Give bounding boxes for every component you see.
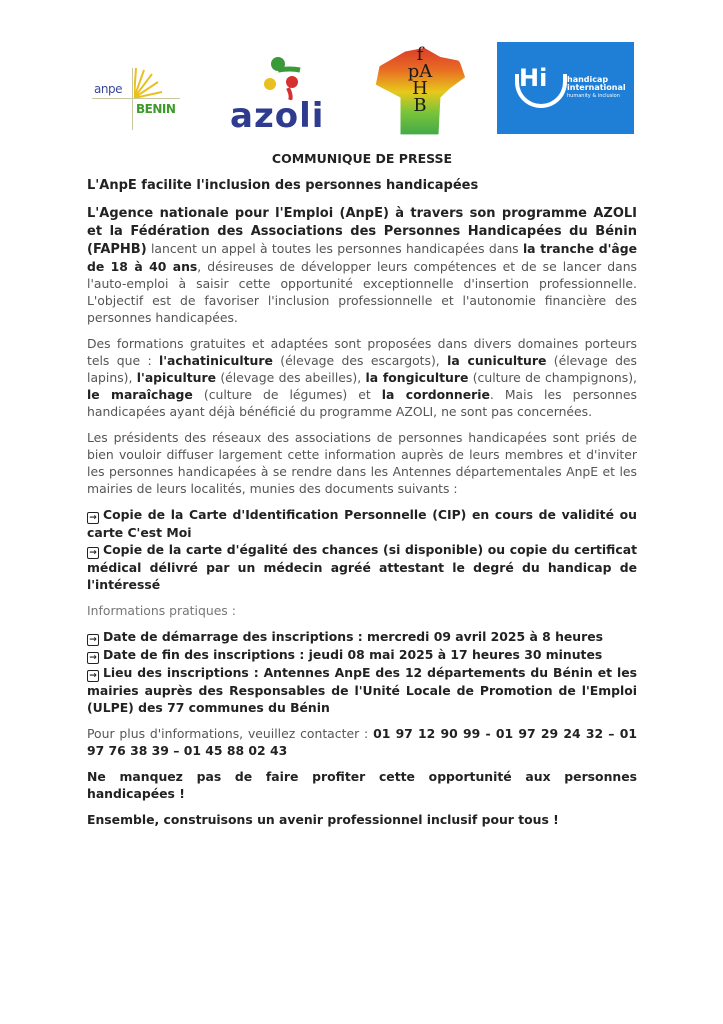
arrow-right-box-icon: → (87, 547, 99, 559)
arrow-right-box-icon: → (87, 670, 99, 682)
contact-paragraph: Pour plus d'informations, veuillez contacter : 01 97 12 90 99 - 01 97 29 24 32 – 01 97 76 38 39 – 01 45 88 02 43 (87, 726, 637, 758)
list-item: → Lieu des inscriptions : Antennes AnpE des 12 départements du Bénin et les mairies auprès des Responsables de l'Unité Locale de Promotion de l'Emploi (ULPE) des 77 communes du Bénin (87, 665, 637, 715)
subtitle: L'AnpE facilite l'inclusion des personnes handicapées (87, 178, 479, 193)
logo-bar (0, 42, 723, 142)
arrow-right-box-icon: → (87, 512, 99, 524)
required-documents-list (87, 506, 637, 593)
arrow-right-box-icon: → (87, 652, 99, 664)
trainings-paragraph: Des formations gratuites et adaptées sont proposées dans divers domaines porteurs tels que : l'achatiniculture (élevage des escargots), la cuniculture (élevage des lapins), l'apiculture (élevage des abeilles), la fongiculture (culture de champignons), le maraîchage (culture de légumes) et la cordonnerie. Mais les personnes handicapées ayant déjà bénéficié du programme AZOLI, ne sont pas concernées. (87, 336, 638, 419)
anpe-benin-logo (90, 62, 185, 132)
presidents-paragraph: Les présidents des réseaux des associations de personnes handicapées sont priés de bien vouloir diffuser largement cette information auprès de leurs membres et d'inviter les personnes handicapées à se rendre dans les Antennes départementales AnpE et les mairies de leurs localités, munies des documents suivants : (87, 430, 637, 496)
contact-numbers: 01 97 12 90 99 - 01 97 29 24 32 – 01 97 76 38 39 – 01 45 88 02 43 (87, 726, 637, 758)
faphb-logo (372, 46, 467, 138)
people-figures-icon (260, 56, 310, 100)
list-item: → Date de fin des inscriptions : jeudi 08 mai 2025 à 17 heures 30 minutes (87, 646, 637, 664)
divider (132, 68, 133, 130)
page-title: COMMUNIQUE DE PRESSE (271, 151, 453, 166)
handicap-international-logo (497, 42, 634, 134)
list-item: → Copie de la carte d'égalité des chances (si disponible) ou copie du certificat médical délivré par un médecin agréé attestant le degré du handicap de l'intéressé (87, 542, 637, 592)
closing-slogan: Ensemble, construisons un avenir professionnel inclusif pour tous ! (87, 812, 559, 827)
intro-paragraph: L'Agence nationale pour l'Emploi (AnpE) à travers son programme AZOLI et la Fédération des Associations des Personnes Handicapées du Bénin (FAPHB) lancent un appel à toutes les personnes handicapées dans la tranche d'âge de 18 à 40 ans, désireuses de développer leurs compétences et de se lancer dans l'auto-emploi à saisir cette opportunité exceptionnelle d'insertion professionnelle. L'objectif est de favoriser l'inclusion professionnelle et l'autonomie financière des personnes handicapées. (87, 206, 638, 325)
list-item: → Date de démarrage des inscriptions : mercredi 09 avril 2025 à 8 heures (87, 628, 637, 646)
anpe-text: anpe (94, 82, 122, 96)
hi-mark: Hi (519, 64, 548, 92)
benin-text: BENIN (136, 102, 176, 116)
closing-call: Ne manquez pas de faire profiter cette opportunité aux personnes handicapées ! (87, 769, 637, 801)
practical-info-label: Informations pratiques : (87, 603, 236, 618)
faphb-letters: f pA H B (407, 44, 433, 116)
practical-info-list (87, 628, 637, 716)
arrow-right-box-icon: → (87, 634, 99, 646)
hi-wordmark: handicap international humanity & inclusion (567, 75, 626, 99)
press-release-body (87, 150, 637, 837)
divider (92, 98, 180, 99)
azoli-logo (230, 56, 326, 136)
list-item: → Copie de la Carte d'Identification Personnelle (CIP) en cours de validité ou carte C'est Moi (87, 507, 637, 540)
azoli-text: azoli (230, 96, 325, 136)
sun-rays-icon (134, 66, 164, 98)
